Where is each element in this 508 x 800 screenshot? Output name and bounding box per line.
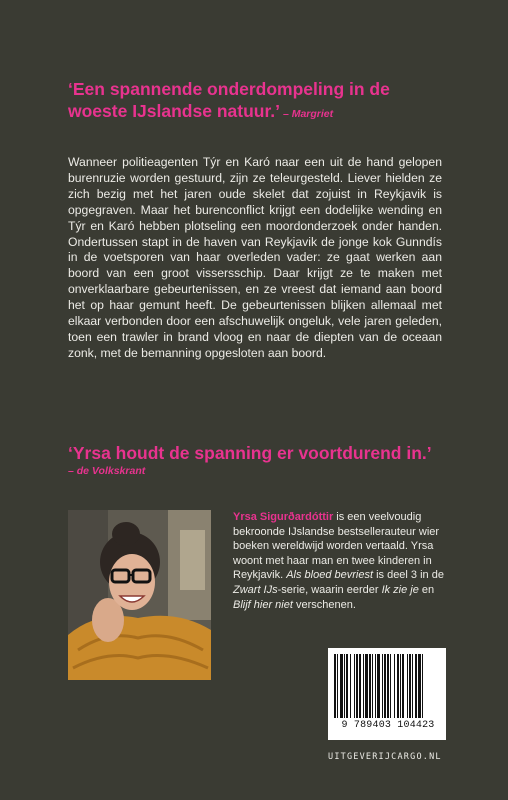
book-blurb: Wanneer politieagenten Týr en Karó naar een uit de hand gelopen burenruzie worden gestuurd, zijn ze teleurgesteld. Liever hielden ze zich bezig met het jaren oude skelet dat zojuist in Reykjavik is opgegraven. Maar het burenconflict krijgt een dodelijke wending en Týr en Karó hebben plotseling een moordonderzoek onder handen. Ondertussen stapt in de haven van Reykjavik de jonge kok Gunndís in de voetsporen van haar overleden vader: ze gaat werken aan boord van een groot vissersschip. Daar krijgt ze te maken met onverklaarbare gebeurtenissen, en ze vreest dat iemand aan boord het op haar gemunt heeft. De gebeurtenissen blijken allemaal met elkaar verbonden door een afschuwelijk ongeluk, vele jaren geleden, toen een trawler in brand vloog en naar de diepten van de oceaan zonk, met de bemanning opgesloten aan boord. xyxy=(68,155,442,360)
barcode-bars xyxy=(334,654,440,718)
book-title: Ik zie je xyxy=(381,583,419,596)
bio-text: en xyxy=(418,583,435,596)
review-quote-margriet xyxy=(68,78,438,125)
bio-text: -serie, waarin eerder xyxy=(277,583,382,596)
bio-text: is een veelvoudig bekroonde IJslandse bestsellerauteur wier boeken wereldwijd worden vertaald. Yrsa woont met haar man en twee kinderen in Reykjavik. xyxy=(233,511,440,582)
author-photo xyxy=(68,510,211,680)
quote-text: ‘Yrsa houdt de spanning er voortdurend in.’ xyxy=(68,443,432,463)
bio-text: verschenen. xyxy=(292,598,356,611)
quote-text: ‘Een spannende onderdompeling in de woeste IJslandse natuur.’ xyxy=(68,79,390,121)
isbn-number: 9 789403 104423 xyxy=(341,720,435,731)
bio-text: is deel 3 in de xyxy=(373,569,444,582)
author-bio xyxy=(233,510,445,612)
quote-attribution: – de Volkskrant xyxy=(68,465,146,477)
review-quote-volkskrant xyxy=(68,442,438,478)
quote-attribution: – Margriet xyxy=(280,108,334,120)
book-title: Als bloed bevriest xyxy=(286,569,374,582)
series-title: Zwart IJs xyxy=(233,583,278,596)
publisher-url: UITGEVERIJCARGO.NL xyxy=(328,752,442,762)
book-title: Blijf hier niet xyxy=(233,598,293,611)
author-name: Yrsa Sigurðardóttir xyxy=(233,511,334,523)
isbn-barcode xyxy=(328,648,446,740)
